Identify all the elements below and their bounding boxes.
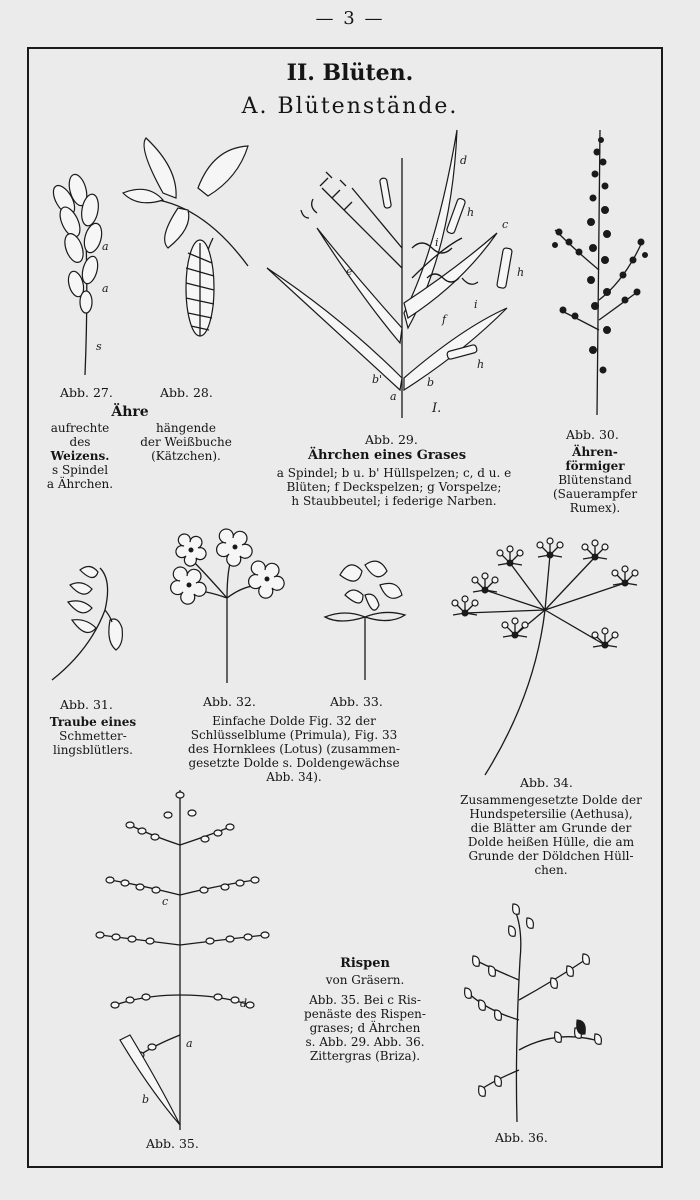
fig31-caption-line: Schmetter- bbox=[59, 729, 127, 743]
fig29-letter-h3: h bbox=[477, 358, 485, 371]
page-number: — 3 — bbox=[315, 8, 385, 29]
fig35-36-caption-line: s. Abb. 29. Abb. 36. bbox=[305, 1035, 425, 1049]
fig32-33-caption-line: Schlüsselblume (Primula), Fig. 33 bbox=[190, 728, 398, 742]
fig27-caption-line: s Spindel bbox=[51, 463, 109, 477]
fig28-caption bbox=[126, 421, 246, 463]
fig32-33-caption-line: Abb. 34). bbox=[266, 770, 322, 784]
fig27-label: Abb. 27. bbox=[60, 385, 113, 400]
fig34-caption bbox=[447, 793, 655, 877]
fig27-letter-s: s bbox=[96, 340, 102, 353]
fig29-letter-d: d bbox=[460, 154, 468, 167]
fig35-36-caption-line: Abb. 35. Bei c Ris- bbox=[309, 993, 421, 1007]
fig29-letter-i2: i bbox=[474, 298, 478, 311]
fig29-caption bbox=[244, 466, 544, 508]
fig35-36-caption bbox=[280, 993, 450, 1063]
fig27-caption bbox=[40, 421, 120, 491]
fig32-33-caption-line: Einfache Dolde Fig. 32 der bbox=[212, 714, 376, 728]
fig29-letter-h2: h bbox=[517, 266, 525, 279]
fig34-caption-line: Zusammengesetzte Dolde der bbox=[460, 793, 642, 807]
fig31-label: Abb. 31. bbox=[60, 697, 113, 712]
fig28-caption-line: hängende bbox=[156, 421, 216, 435]
fig32-33-caption-line: gesetzte Dolde s. Doldengewächse bbox=[188, 756, 400, 770]
fig27-caption-line: des bbox=[69, 435, 91, 449]
fig35-36-caption-title: Rispen bbox=[340, 956, 390, 971]
fig31-caption-line: lingsblütlers. bbox=[53, 743, 133, 757]
fig28-caption-line: (Kätzchen). bbox=[151, 449, 221, 463]
fig35-letter-b: b bbox=[142, 1093, 150, 1106]
fig29-letter-I: I. bbox=[432, 401, 442, 416]
fig29-letter-a: a bbox=[390, 390, 397, 403]
fig30-caption-line: Blütenstand bbox=[558, 473, 632, 487]
fig29-letter-b: b bbox=[427, 376, 435, 389]
shared-caption-aehre: Ähre bbox=[111, 404, 149, 420]
grass-panicle-illustration bbox=[80, 785, 280, 1130]
section-title: II. Blüten. bbox=[286, 60, 414, 86]
fig29-letter-e: e bbox=[346, 265, 353, 278]
fig29-caption-line: Blüten; f Deckspelzen; g Vorspelze; bbox=[286, 480, 502, 494]
fig28-label: Abb. 28. bbox=[160, 385, 213, 400]
compound-umbel-illustration bbox=[445, 535, 650, 775]
fig35-36-caption-line: Zittergras (Briza). bbox=[309, 1049, 421, 1063]
fig29-caption-title: Ährchen eines Grases bbox=[307, 448, 467, 463]
fig29-caption-line: h Staubbeutel; i federige Narben. bbox=[291, 494, 497, 508]
section-subtitle: A. Blütenstände. bbox=[241, 94, 459, 119]
fig31-caption bbox=[36, 715, 150, 757]
fig32-33-caption bbox=[174, 714, 414, 784]
raceme-illustration bbox=[50, 560, 130, 685]
fig27-caption-line: aufrechte bbox=[50, 421, 110, 435]
fig30-caption-line: (Sauerampfer bbox=[552, 487, 638, 501]
fig33-label: Abb. 33. bbox=[330, 694, 383, 709]
fig35-36-caption-line: penäste des Rispen- bbox=[304, 1007, 426, 1021]
fig30-label: Abb. 30. bbox=[566, 427, 619, 442]
hornbeam-catkin-illustration bbox=[118, 138, 258, 373]
fig35-label: Abb. 35. bbox=[146, 1136, 199, 1151]
fig29-letter-i: i bbox=[435, 236, 439, 249]
grass-spikelet-illustration bbox=[262, 128, 525, 418]
fig30-caption-line: Rumex). bbox=[569, 501, 621, 515]
fig29-label: Abb. 29. bbox=[365, 432, 418, 447]
fig29-letter-b-prime: b' bbox=[372, 373, 383, 386]
fig29-letter-h: h bbox=[467, 206, 475, 219]
fig34-caption-line: chen. bbox=[534, 863, 568, 877]
fig27-letter-a1: a bbox=[102, 240, 109, 253]
fig34-caption-line: Grunde der Döldchen Hüll- bbox=[468, 849, 634, 863]
fig35-letter-a: a bbox=[186, 1037, 193, 1050]
lotus-umbel-illustration bbox=[320, 555, 410, 680]
fig32-label: Abb. 32. bbox=[203, 694, 256, 709]
fig35-letter-c: c bbox=[162, 895, 169, 908]
fig27-letter-a2: a bbox=[102, 282, 109, 295]
fig29-caption-line: a Spindel; b u. b' Hüllspelzen; c, d u. e bbox=[276, 466, 512, 480]
fig30-caption-line: förmiger bbox=[565, 459, 625, 473]
fig30-caption bbox=[540, 445, 650, 515]
fig35-36-caption-subtitle: von Gräsern. bbox=[325, 973, 405, 987]
fig34-caption-line: Dolde heißen Hülle, die am bbox=[467, 835, 635, 849]
wheat-ear-illustration bbox=[38, 160, 108, 380]
fig32-33-caption-line: des Hornklees (Lotus) (zusammen- bbox=[188, 742, 400, 756]
primrose-umbel-illustration bbox=[165, 528, 285, 683]
fig29-letter-f: f bbox=[442, 313, 447, 326]
fig34-caption-line: Hundspetersilie (Aethusa), bbox=[469, 807, 633, 821]
sorrel-inflorescence-illustration bbox=[545, 130, 655, 415]
fig34-label: Abb. 34. bbox=[520, 775, 573, 790]
fig35-36-caption-line: grases; d Ährchen bbox=[309, 1021, 421, 1035]
fig34-caption-line: die Blätter am Grunde der bbox=[470, 821, 632, 835]
fig36-label: Abb. 36. bbox=[495, 1130, 548, 1145]
fig30-caption-line: Ähren- bbox=[572, 445, 618, 459]
fig27-caption-line: a Ährchen. bbox=[46, 477, 114, 491]
fig29-letter-c: c bbox=[502, 218, 509, 231]
fig28-caption-line: der Weißbuche bbox=[140, 435, 232, 449]
fig27-caption-line: Weizens. bbox=[50, 449, 110, 463]
fig31-caption-line: Traube eines bbox=[49, 715, 137, 729]
quaking-grass-illustration bbox=[455, 900, 615, 1122]
fig35-letter-d: d bbox=[240, 997, 248, 1010]
